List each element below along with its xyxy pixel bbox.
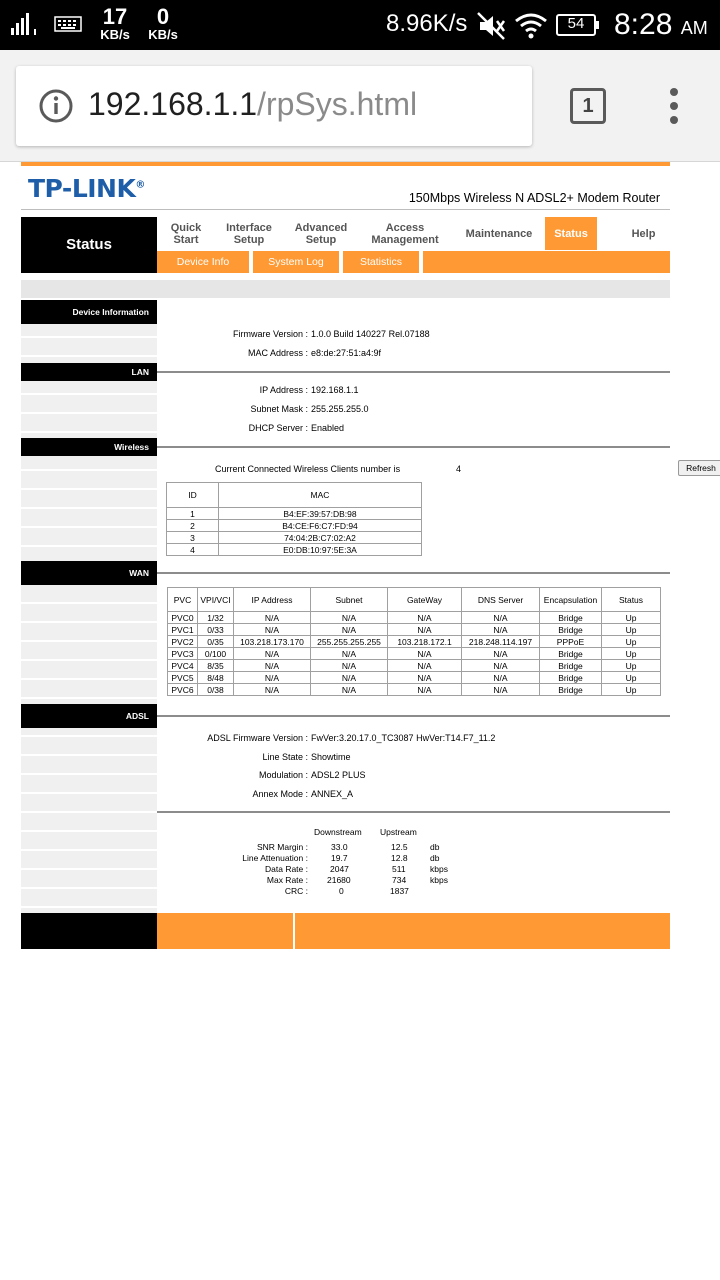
table-cell: Bridge bbox=[540, 612, 602, 624]
lan-divider bbox=[157, 371, 670, 373]
annex-label: Annex Mode : bbox=[252, 789, 308, 799]
nav-label: Status bbox=[554, 227, 588, 240]
address-bar[interactable] bbox=[16, 66, 532, 146]
table-cell: N/A bbox=[462, 684, 540, 696]
stats-unit: db bbox=[430, 842, 440, 852]
stats-down: 21680 bbox=[327, 875, 351, 885]
logo-text: TP-LINK bbox=[28, 174, 136, 203]
info-icon[interactable] bbox=[38, 88, 74, 124]
table-cell: Up bbox=[602, 624, 661, 636]
table-cell: PVC1 bbox=[168, 624, 198, 636]
table-cell: Up bbox=[602, 636, 661, 648]
table-cell: PVC3 bbox=[168, 648, 198, 660]
column-header: GateWay bbox=[388, 588, 462, 612]
table-cell: 0/38 bbox=[198, 684, 234, 696]
table-cell: N/A bbox=[311, 612, 388, 624]
left-column bbox=[21, 300, 157, 932]
nav-label: Maintenance bbox=[465, 227, 533, 240]
mute-icon bbox=[476, 11, 506, 41]
table-cell: N/A bbox=[462, 612, 540, 624]
firmware-value: 1.0.0 Build 140227 Rel.07188 bbox=[311, 329, 430, 339]
footer-middle bbox=[157, 913, 293, 949]
adsl-divider bbox=[157, 715, 670, 717]
upload-speed bbox=[142, 6, 184, 42]
table-header-row bbox=[167, 483, 422, 508]
table-cell: 0/100 bbox=[198, 648, 234, 660]
table-cell: N/A bbox=[234, 624, 311, 636]
dhcp-label: DHCP Server : bbox=[248, 423, 308, 433]
tab-switcher-button[interactable]: 1 bbox=[570, 88, 606, 124]
stats-label: CRC : bbox=[284, 886, 308, 896]
column-header: DNS Server bbox=[462, 588, 540, 612]
router-page bbox=[21, 162, 716, 896]
clock bbox=[614, 8, 708, 42]
table-row bbox=[168, 660, 661, 672]
router-banner bbox=[21, 166, 670, 210]
nav-label: Management bbox=[371, 233, 439, 246]
nav-label: Quick bbox=[170, 221, 202, 234]
nav-interface-setup[interactable] bbox=[215, 217, 283, 250]
battery-level: 54 bbox=[567, 15, 585, 32]
column-header: Subnet bbox=[311, 588, 388, 612]
nav-access-management[interactable] bbox=[359, 217, 451, 250]
firmware-label: Firmware Version : bbox=[232, 329, 308, 339]
wifi-icon bbox=[514, 12, 548, 40]
table-cell: Up bbox=[602, 612, 661, 624]
cell-signal-icon bbox=[10, 12, 40, 36]
url-host: 192.168.1.1 bbox=[88, 86, 258, 122]
lan-ip-value: 192.168.1.1 bbox=[311, 385, 359, 395]
table-cell: 255.255.255.255 bbox=[311, 636, 388, 648]
nav-quick-start[interactable] bbox=[157, 217, 215, 250]
lan-ip-label: IP Address : bbox=[259, 385, 308, 395]
table-row bbox=[168, 624, 661, 636]
column-header: Status bbox=[602, 588, 661, 612]
page-footer bbox=[21, 913, 670, 949]
table-cell: N/A bbox=[388, 672, 462, 684]
table-cell: 8/35 bbox=[198, 660, 234, 672]
wireless-clients-row bbox=[157, 460, 716, 478]
table-cell: N/A bbox=[388, 648, 462, 660]
line-state-value: Showtime bbox=[311, 752, 351, 762]
table-cell: 8/48 bbox=[198, 672, 234, 684]
adsl-label: ADSL bbox=[21, 704, 157, 728]
dhcp-value: Enabled bbox=[311, 423, 345, 433]
table-cell: N/A bbox=[311, 624, 388, 636]
nav-status[interactable] bbox=[545, 217, 597, 250]
nav-label: Help bbox=[631, 227, 656, 240]
footer-right bbox=[295, 913, 670, 949]
column-header: PVC bbox=[168, 588, 198, 612]
nav-label: Setup bbox=[233, 233, 265, 246]
wireless-label: Wireless bbox=[21, 438, 157, 456]
lan-mask-value: 255.255.255.0 bbox=[311, 404, 369, 414]
modulation-label: Modulation : bbox=[258, 770, 308, 780]
subnav-device-info[interactable]: Device Info bbox=[157, 251, 253, 273]
table-cell: E0:DB:10:97:5E:3A bbox=[219, 544, 422, 556]
table-cell: PPPoE bbox=[540, 636, 602, 648]
url-text[interactable] bbox=[88, 86, 417, 123]
stats-label: Data Rate : bbox=[265, 864, 308, 874]
wireless-clients-label: Current Connected Wireless Clients number is bbox=[215, 464, 401, 474]
nav-advanced-setup[interactable] bbox=[283, 217, 359, 250]
subnav-statistics[interactable]: Statistics bbox=[343, 251, 423, 273]
table-cell: 0/33 bbox=[198, 624, 234, 636]
nav-label: Access bbox=[385, 221, 425, 234]
table-cell: N/A bbox=[311, 684, 388, 696]
table-cell: N/A bbox=[388, 684, 462, 696]
stats-unit: kbps bbox=[430, 875, 448, 885]
annex-value: ANNEX_A bbox=[311, 789, 354, 799]
sub-navigation bbox=[157, 251, 670, 273]
table-row bbox=[168, 648, 661, 660]
table-cell: Up bbox=[602, 648, 661, 660]
android-status-bar bbox=[0, 0, 720, 50]
modulation-value: ADSL2 PLUS bbox=[311, 770, 366, 780]
table-cell: N/A bbox=[234, 612, 311, 624]
table-cell: N/A bbox=[462, 660, 540, 672]
table-cell: 0/35 bbox=[198, 636, 234, 648]
table-cell: 103.218.173.170 bbox=[234, 636, 311, 648]
footer-left bbox=[21, 913, 157, 949]
table-row bbox=[167, 544, 422, 556]
table-cell: 4 bbox=[167, 544, 219, 556]
stats-up: 1837 bbox=[390, 886, 409, 896]
nav-menu bbox=[157, 217, 670, 250]
stats-up: 511 bbox=[392, 864, 406, 874]
stats-unit: db bbox=[430, 853, 440, 863]
browser-toolbar bbox=[0, 50, 720, 162]
table-row bbox=[168, 672, 661, 684]
table-cell: 74:04:2B:C7:02:A2 bbox=[219, 532, 422, 544]
line-state-label: Line State : bbox=[262, 752, 308, 762]
table-cell: N/A bbox=[462, 672, 540, 684]
nav-maintenance[interactable] bbox=[451, 217, 547, 250]
wan-table bbox=[167, 587, 661, 696]
model-name: 150Mbps Wireless N ADSL2+ Modem Router bbox=[408, 191, 660, 205]
refresh-button[interactable]: Refresh bbox=[678, 460, 720, 476]
table-cell: N/A bbox=[388, 612, 462, 624]
table-cell: Bridge bbox=[540, 672, 602, 684]
device-info-label: Device Information bbox=[21, 300, 157, 324]
lan-mask-label: Subnet Mask : bbox=[250, 404, 308, 414]
wireless-divider bbox=[157, 446, 670, 448]
upstream-header: Upstream bbox=[380, 827, 417, 837]
table-cell: 103.218.172.1 bbox=[388, 636, 462, 648]
table-cell: Bridge bbox=[540, 648, 602, 660]
clock-ampm: AM bbox=[680, 18, 708, 38]
tp-link-logo: TP-LINK® bbox=[28, 174, 145, 203]
column-header: VPI/VCI bbox=[198, 588, 234, 612]
table-cell: B4:CE:F6:C7:FD:94 bbox=[219, 520, 422, 532]
mac-label: MAC Address : bbox=[247, 348, 308, 358]
table-cell: Up bbox=[602, 684, 661, 696]
table-row bbox=[167, 532, 422, 544]
stats-down: 0 bbox=[339, 886, 344, 896]
grey-separator bbox=[21, 280, 670, 298]
main-navigation bbox=[21, 217, 670, 273]
nav-label: Advanced bbox=[294, 221, 348, 234]
table-cell: Up bbox=[602, 660, 661, 672]
column-header: IP Address bbox=[234, 588, 311, 612]
subnav-system-log[interactable]: System Log bbox=[253, 251, 343, 273]
table-row bbox=[167, 508, 422, 520]
nav-label: Setup bbox=[305, 233, 337, 246]
lan-label: LAN bbox=[21, 363, 157, 381]
nav-help[interactable] bbox=[617, 217, 670, 250]
wireless-clients-count: 4 bbox=[456, 464, 462, 474]
nav-label: Start bbox=[173, 233, 199, 246]
table-cell: 218.248.114.197 bbox=[462, 636, 540, 648]
upload-speed-value: 0 bbox=[156, 4, 170, 29]
table-cell: Bridge bbox=[540, 660, 602, 672]
table-row bbox=[168, 636, 661, 648]
column-header: ID bbox=[167, 483, 219, 508]
upload-speed-unit: KB/s bbox=[148, 27, 178, 42]
table-cell: B4:EF:39:57:DB:98 bbox=[219, 508, 422, 520]
table-cell: PVC6 bbox=[168, 684, 198, 696]
wireless-clients-table bbox=[166, 482, 422, 556]
adsl-fw-value: FwVer:3.20.17.0_TC3087 HwVer:T14.F7_11.2 bbox=[311, 733, 496, 743]
wan-divider bbox=[157, 572, 670, 574]
table-cell: N/A bbox=[234, 684, 311, 696]
column-header: Encapsulation bbox=[540, 588, 602, 612]
stats-up: 12.8 bbox=[391, 853, 408, 863]
table-row bbox=[167, 520, 422, 532]
table-cell: PVC5 bbox=[168, 672, 198, 684]
table-cell: PVC0 bbox=[168, 612, 198, 624]
stats-down: 2047 bbox=[330, 864, 349, 874]
table-cell: N/A bbox=[462, 648, 540, 660]
table-cell: N/A bbox=[311, 672, 388, 684]
download-speed-unit: KB/s bbox=[100, 27, 130, 42]
table-row bbox=[168, 684, 661, 696]
stats-label: SNR Margin : bbox=[256, 842, 308, 852]
network-rate: 8.96K/s bbox=[386, 10, 468, 37]
column-header: MAC bbox=[219, 483, 422, 508]
table-cell: N/A bbox=[311, 660, 388, 672]
table-cell: N/A bbox=[234, 672, 311, 684]
downstream-header: Downstream bbox=[314, 827, 362, 837]
stats-down: 33.0 bbox=[331, 842, 348, 852]
adsl-stats-divider bbox=[157, 811, 670, 813]
table-cell: 2 bbox=[167, 520, 219, 532]
mac-value: e8:de:27:51:a4:9f bbox=[311, 348, 382, 358]
table-cell: Up bbox=[602, 672, 661, 684]
url-path: /rpSys.html bbox=[257, 86, 418, 122]
table-cell: N/A bbox=[234, 648, 311, 660]
stats-down: 19.7 bbox=[331, 853, 348, 863]
wan-label: WAN bbox=[21, 561, 157, 585]
table-cell: N/A bbox=[311, 648, 388, 660]
table-cell: 3 bbox=[167, 532, 219, 544]
stats-label: Max Rate : bbox=[266, 875, 308, 885]
overflow-menu-icon[interactable] bbox=[660, 86, 688, 126]
table-cell: Bridge bbox=[540, 624, 602, 636]
table-header-row bbox=[168, 588, 661, 612]
table-cell: N/A bbox=[234, 660, 311, 672]
nav-label: Interface bbox=[226, 221, 272, 234]
table-cell: PVC4 bbox=[168, 660, 198, 672]
table-cell: N/A bbox=[462, 624, 540, 636]
stats-label: Line Attenuation : bbox=[242, 853, 308, 863]
stats-up: 12.5 bbox=[391, 842, 408, 852]
stats-unit: kbps bbox=[430, 864, 448, 874]
adsl-fw-label: ADSL Firmware Version : bbox=[207, 733, 308, 743]
clock-time: 8:28 bbox=[614, 8, 673, 41]
table-row bbox=[168, 612, 661, 624]
download-speed bbox=[94, 6, 136, 42]
download-speed-value: 17 bbox=[102, 4, 128, 29]
table-cell: Bridge bbox=[540, 684, 602, 696]
table-cell: PVC2 bbox=[168, 636, 198, 648]
table-cell: N/A bbox=[388, 660, 462, 672]
table-cell: 1 bbox=[167, 508, 219, 520]
keyboard-icon bbox=[54, 15, 82, 33]
table-cell: N/A bbox=[388, 624, 462, 636]
section-title: Status bbox=[21, 217, 157, 273]
stats-up: 734 bbox=[392, 875, 407, 885]
table-cell: 1/32 bbox=[198, 612, 234, 624]
